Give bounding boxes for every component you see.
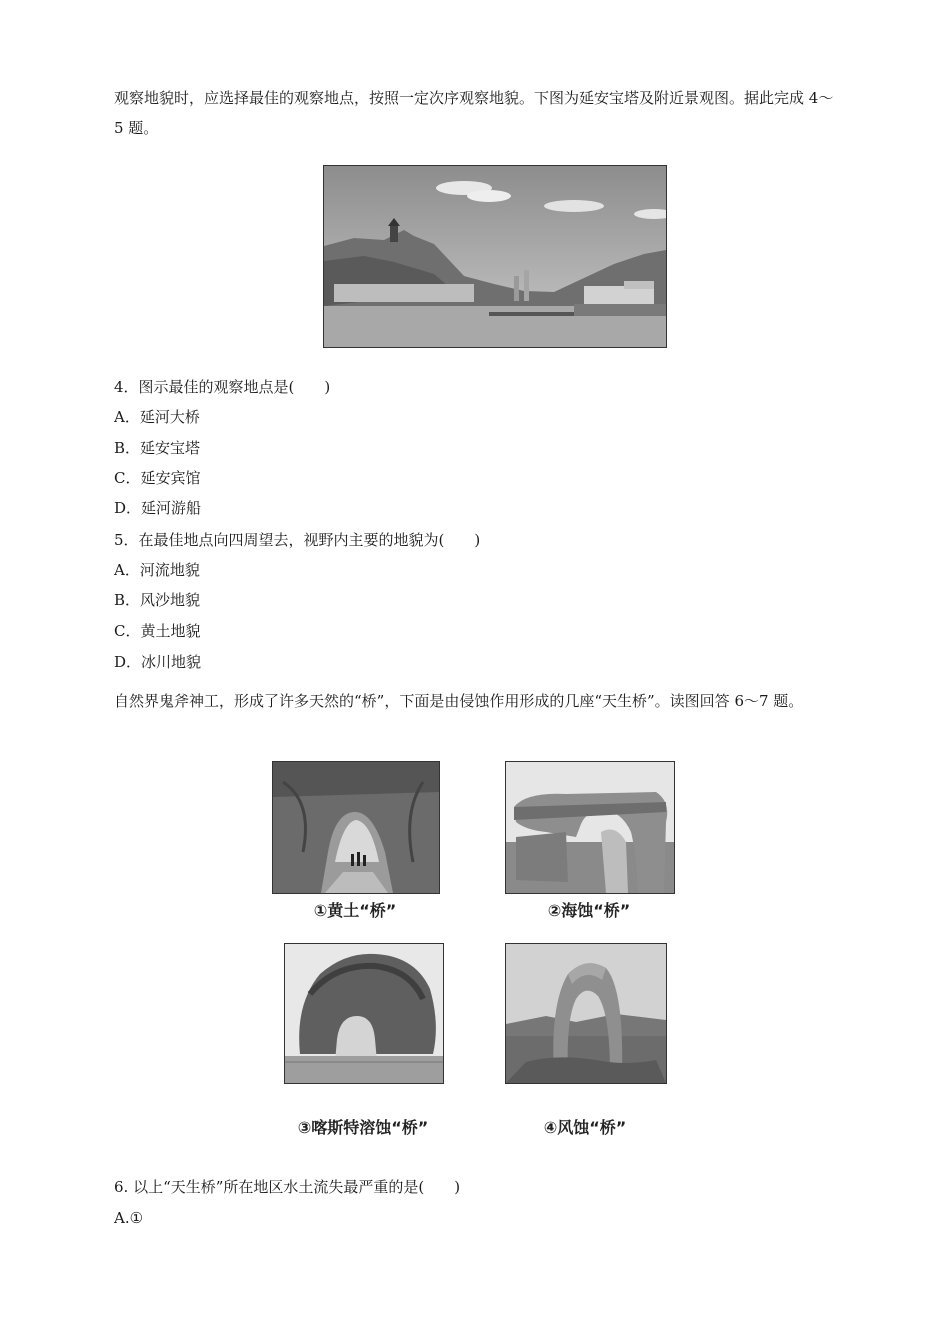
q4-option-b[interactable]: B．延安宝塔 xyxy=(114,439,201,457)
sea-arch-photo xyxy=(505,761,675,894)
q4-option-c[interactable]: C．延安宾馆 xyxy=(114,469,201,487)
q6-stem: 6. 以上“天生桥”所在地区水土流失最严重的是( ) xyxy=(114,1178,461,1196)
caption-loess-bridge: ①黄土“桥” xyxy=(313,901,397,920)
q5-option-c[interactable]: C．黄土地貌 xyxy=(114,622,201,640)
q5-option-b[interactable]: B．风沙地貌 xyxy=(114,591,201,609)
q4-option-a[interactable]: A．延河大桥 xyxy=(114,408,200,426)
q6-option-a[interactable]: A.① xyxy=(114,1209,144,1227)
karst-bridge-photo xyxy=(284,943,444,1084)
intro-paragraph-2: 自然界鬼斧神工，形成了许多天然的“桥”，下面是由侵蚀作用形成的几座“天生桥”。读图回答 6～7 题。 xyxy=(114,692,804,710)
caption-wind-arch: ④风蚀“桥” xyxy=(543,1118,627,1137)
q4-stem: 4．图示最佳的观察地点是( ) xyxy=(114,378,331,396)
q5-stem: 5．在最佳地点向四周望去，视野内主要的地貌为( ) xyxy=(114,531,481,549)
caption-sea-arch: ②海蚀“桥” xyxy=(547,901,631,920)
wind-arch-photo xyxy=(505,943,667,1084)
caption-karst-bridge: ③喀斯特溶蚀“桥” xyxy=(297,1118,429,1137)
loess-bridge-photo xyxy=(272,761,440,894)
intro-paragraph-1: 观察地貌时，应选择最佳的观察地点，按照一定次序观察地貌。下图为延安宝塔及附近景观图。据此完成 4～5 题。 xyxy=(114,89,834,137)
q4-option-d[interactable]: D．延河游船 xyxy=(114,499,202,517)
yanan-pagoda-photo xyxy=(323,165,667,348)
q5-option-a[interactable]: A．河流地貌 xyxy=(114,561,200,579)
q5-option-d[interactable]: D．冰川地貌 xyxy=(114,653,202,671)
